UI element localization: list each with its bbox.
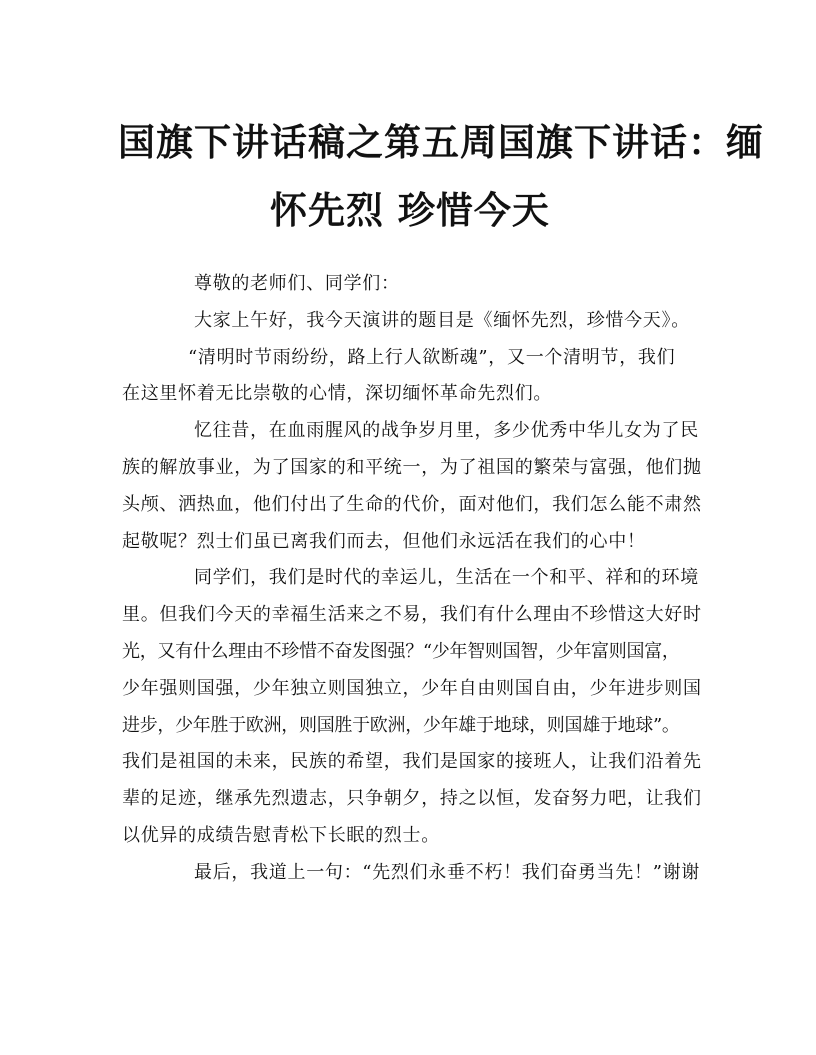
paragraph-line: 同学们，我们是时代的幸运儿，生活在一个和平、祥和的环境 [194, 567, 699, 589]
title-line-2: 怀先烈 珍惜今天 [270, 188, 550, 232]
title-line-1: 国旗下讲话稿之第五周国旗下讲话：缅 [118, 120, 764, 164]
paragraph-line: 我们是祖国的未来，民族的希望，我们是国家的接班人，让我们沿着先 [122, 751, 702, 773]
paragraph-line: 族的解放事业，为了国家的和平统一，为了祖国的繁荣与富强，他们抛 [122, 456, 702, 478]
paragraph-line: 最后，我道上一句：“先烈们永垂不朽！我们奋勇当先！”谢谢 [194, 861, 701, 883]
paragraph-line: 光，又有什么理由不珍惜不奋发图强？“少年智则国智，少年富则国富， [122, 640, 680, 662]
quote-paragraph [122, 340, 696, 414]
paragraph-line: 忆往昔，在血雨腥风的战争岁月里，多少优秀中华儿女为了民 [194, 420, 699, 442]
salutation-paragraph [122, 266, 696, 303]
paragraph-line: 里。但我们今天的幸福生活来之不易，我们有什么理由不珍惜这大好时 [122, 604, 702, 626]
memory-paragraph [122, 413, 702, 560]
document-body [122, 266, 702, 892]
paragraph-line: “清明时节雨纷纷，路上行人欲断魂”，又一个清明节，我们 [188, 346, 676, 368]
document-title [118, 108, 764, 244]
paragraph-line: 头颅、洒热血，他们付出了生命的代价，面对他们，我们怎么能不肃然 [122, 493, 702, 515]
paragraph-line: 在这里怀着无比崇敬的心情，深切缅怀革命先烈们。 [122, 383, 553, 405]
paragraph-line: 大家上午好，我今天演讲的题目是《缅怀先烈，珍惜今天》。 [194, 309, 690, 331]
paragraph-line: 辈的足迹，继承先烈遗志，只争朝夕，持之以恒，发奋努力吧，让我们 [122, 788, 702, 810]
paragraph-line: 进步，少年胜于欧洲，则国胜于欧洲，少年雄于地球，则国雄于地球”。 [122, 714, 680, 736]
greeting-paragraph [122, 303, 696, 340]
paragraph-line: 尊敬的老师们、同学们： [194, 273, 400, 294]
paragraph-line: 起敬呢？烈士们虽已离我们而去，但他们永远活在我们的心中！ [122, 530, 646, 552]
students-paragraph [122, 560, 702, 854]
paragraph-line: 以优异的成绩告慰青松下长眠的烈士。 [122, 824, 440, 846]
paragraph-line: 少年强则国强，少年独立则国独立，少年自由则国自由，少年进步则国 [122, 677, 702, 699]
closing-paragraph [122, 855, 701, 892]
